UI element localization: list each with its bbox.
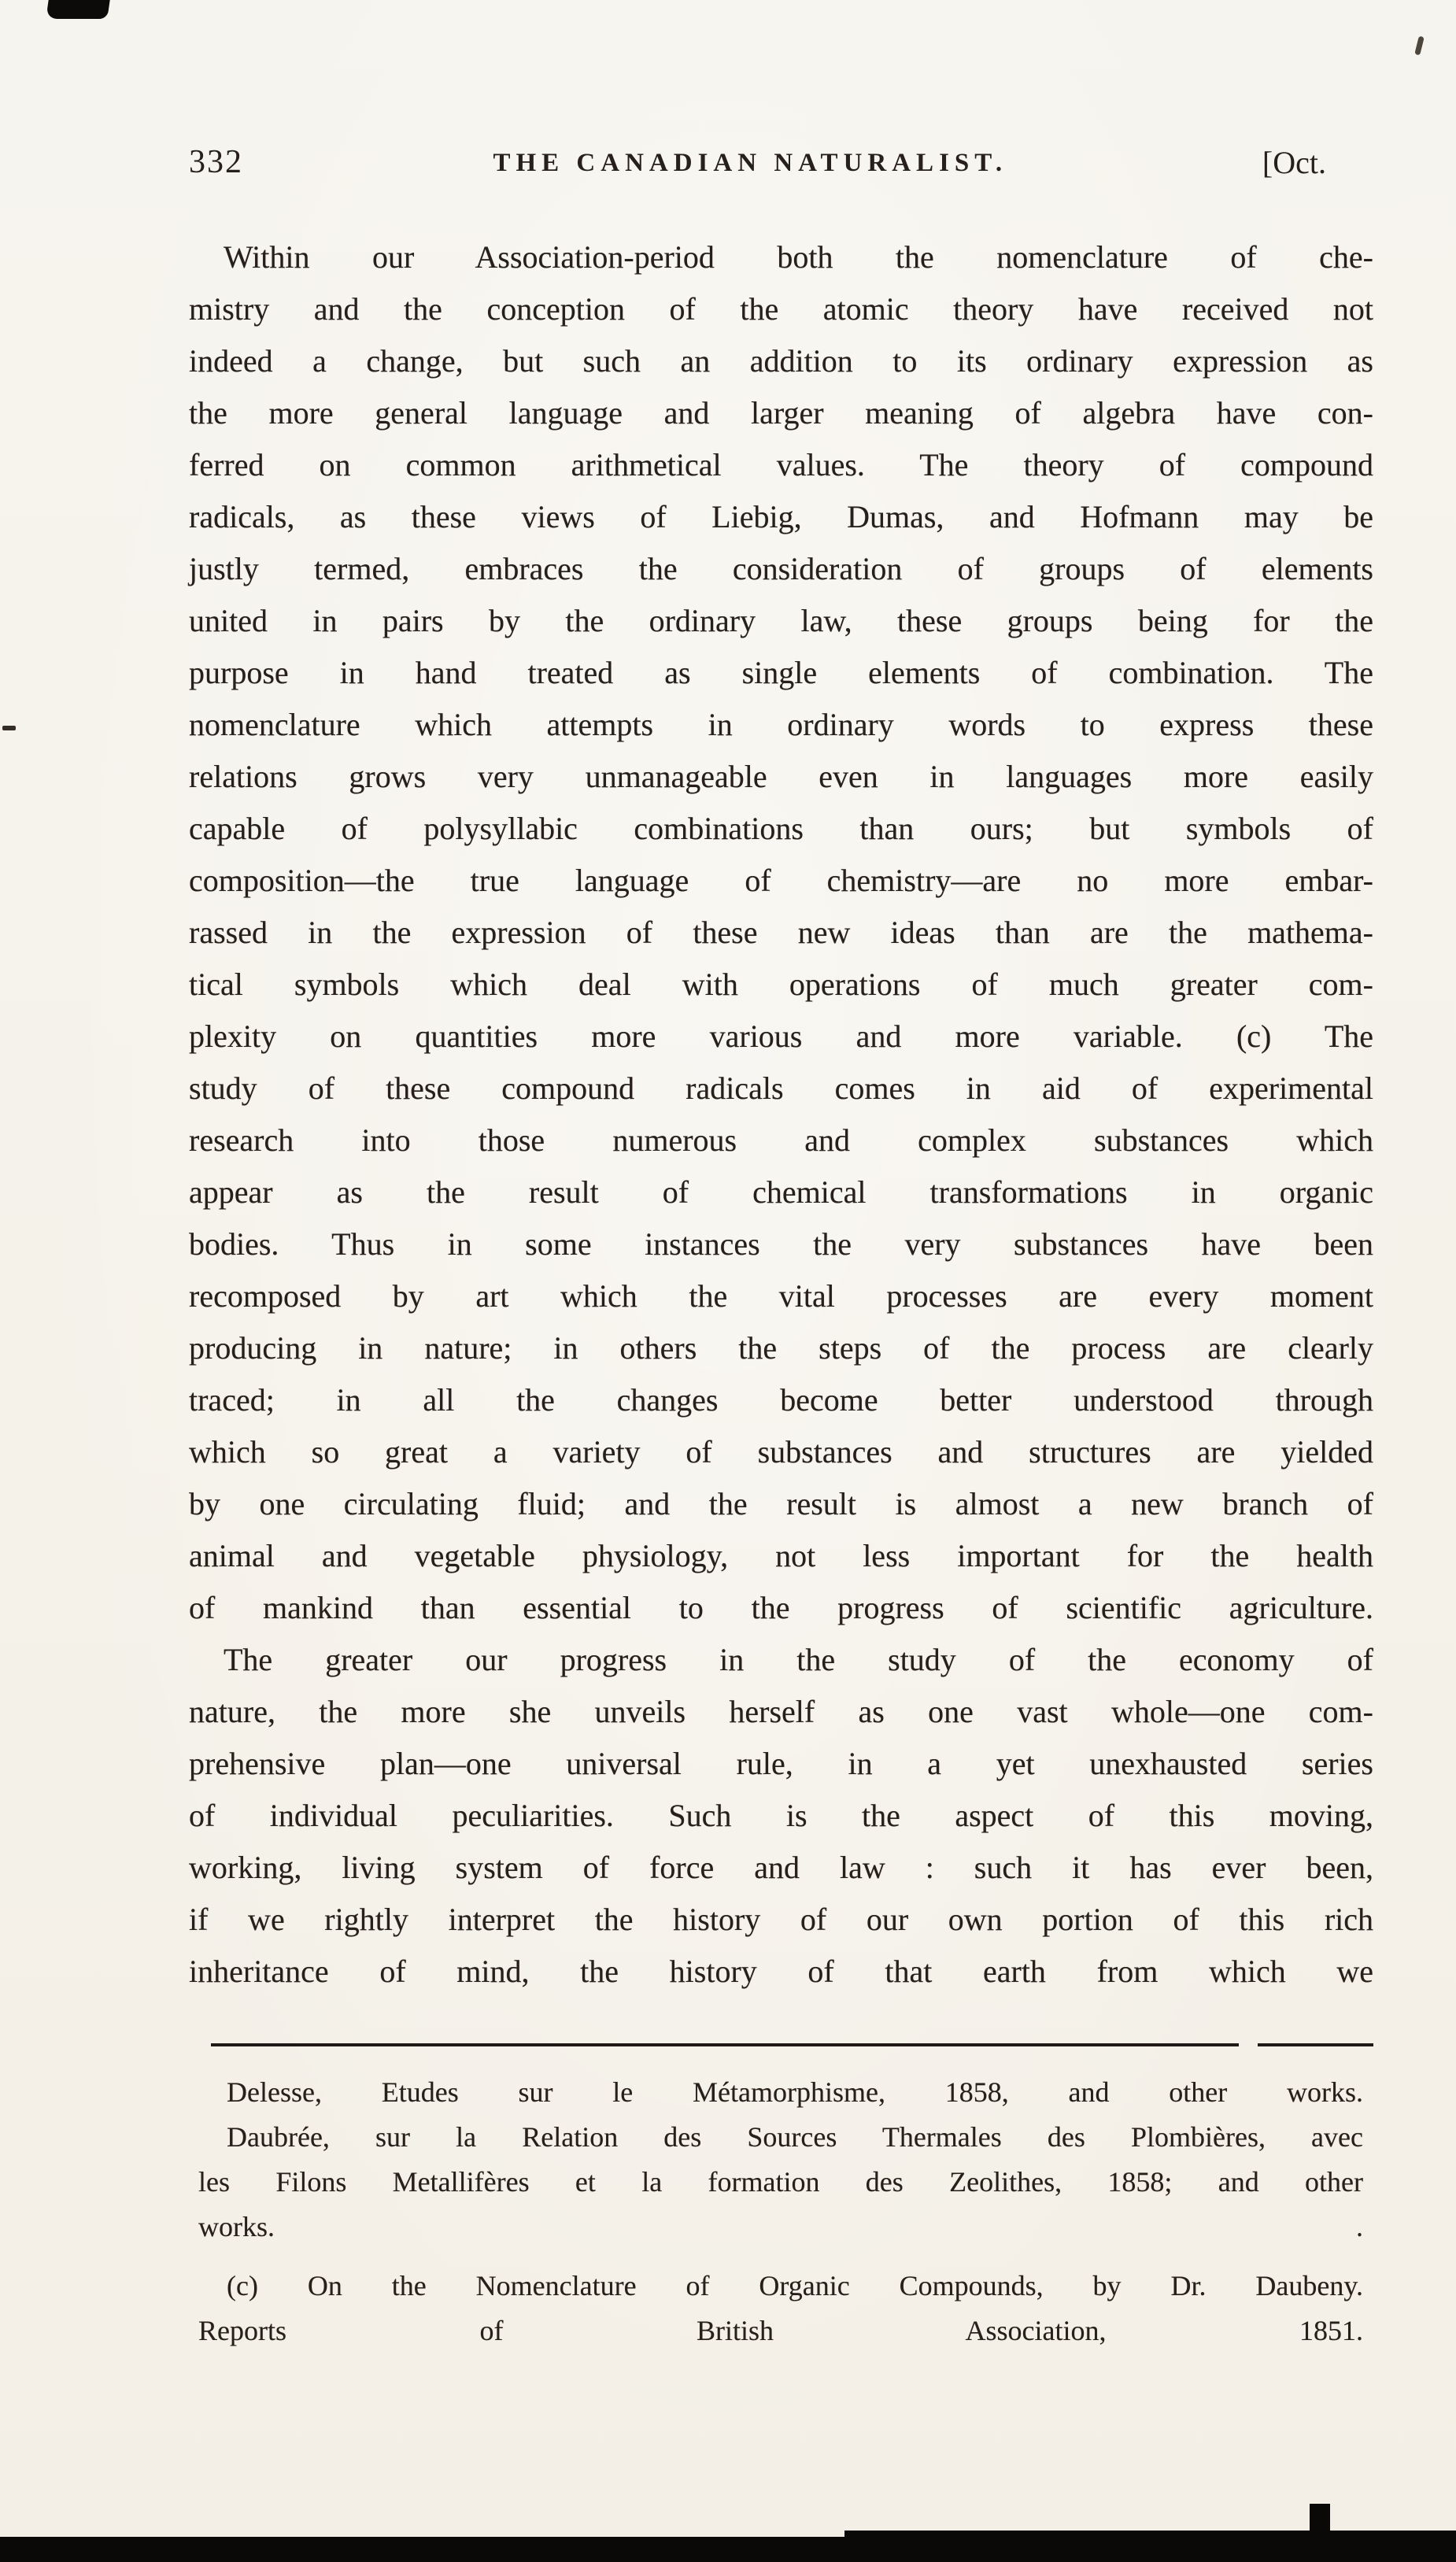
body-line: research into those numerous and complex substances which (189, 1122, 1373, 1158)
body-line: plexity on quantities more various and more variable. (c) The (189, 1019, 1373, 1054)
body-line: rassed in the expression of these new ideas than are the mathema- (189, 915, 1373, 950)
body-line: tical symbols which deal with operations of much greater com- (189, 967, 1373, 1002)
body-line: working, living system of force and law : such it has ever been, (189, 1850, 1373, 1885)
body-line: united in pairs by the ordinary law, these groups being for the (189, 603, 1373, 638)
body-line: prehensive plan—one universal rule, in a yet unexhausted series (189, 1746, 1373, 1781)
body-line: by one circulating fluid; and the result is almost a new branch of (189, 1486, 1373, 1521)
body-line: if we rightly interpret the history of our own portion of this rich (189, 1902, 1373, 1937)
scan-edge-notch (1310, 2504, 1330, 2532)
body-line: bodies. Thus in some instances the very substances have been (189, 1226, 1373, 1262)
footnote-rule-long-segment (211, 2043, 1239, 2046)
body-line: study of these compound radicals comes in aid of experimental (189, 1070, 1373, 1106)
body-line: ferred on common arithmetical values. The theory of compound (189, 447, 1373, 482)
page-header (189, 135, 1373, 181)
footnote-line: Delesse, Etudes sur le Métamorphisme, 1858, and other works. (227, 2076, 1363, 2108)
body-line: purpose in hand treated as single elements of combination. The (189, 655, 1373, 690)
footnote-c-daubeny (198, 2264, 1363, 2353)
scan-artifact-top-left (46, 0, 109, 19)
body-line: radicals, as these views of Liebig, Dumas, and Hofmann may be (189, 499, 1373, 534)
body-line: inheritance of mind, the history of that earth from which we (189, 1954, 1373, 1989)
footnotes (198, 2070, 1363, 2353)
body-line: capable of polysyllabic combinations than ours; but symbols of (189, 811, 1373, 846)
body-line: which so great a variety of substances and structures are yielded (189, 1434, 1373, 1470)
body-line: The greater our progress in the study of the economy of (224, 1642, 1373, 1677)
footnote-delesse (198, 2070, 1363, 2115)
body-line: Within our Association-period both the nomenclature of che- (224, 239, 1373, 275)
body-line: justly termed, embraces the consideration of groups of elements (189, 551, 1373, 586)
footnote-rule-short-segment (1258, 2043, 1373, 2046)
scan-artifact-top-right (1414, 36, 1425, 56)
page-number: 332 (189, 144, 243, 180)
body-line: indeed a change, but such an addition to its ordinary expression as (189, 343, 1373, 379)
footnote-line: works. . (198, 2211, 1363, 2242)
issue-month-label: [Oct. (1262, 145, 1326, 180)
footnote-daubree (198, 2115, 1363, 2250)
body-line: relations grows very unmanageable even in languages more easily (189, 759, 1373, 794)
footnote-line: (c) On the Nomenclature of Organic Compounds, by Dr. Daubeny. (227, 2270, 1363, 2301)
journal-title: THE CANADIAN NATURALIST. (493, 149, 1008, 177)
page-content (189, 135, 1373, 2353)
body-line: traced; in all the changes become better understood through (189, 1382, 1373, 1418)
body-line: mistry and the conception of the atomic theory have received not (189, 291, 1373, 327)
body-line: recomposed by art which the vital processes are every moment (189, 1278, 1373, 1314)
body-line: nature, the more she unveils herself as one vast whole—one com- (189, 1694, 1373, 1729)
body-line: appear as the result of chemical transformations in organic (189, 1174, 1373, 1210)
body-line: animal and vegetable physiology, not less important for the health (189, 1538, 1373, 1573)
footnote-line: les Filons Metallifères et la formation des Zeolithes, 1858; and other (198, 2166, 1363, 2198)
body-text (189, 231, 1373, 1998)
body-line: the more general language and larger meaning of algebra have con- (189, 395, 1373, 431)
body-line: composition—the true language of chemistry—are no more embar- (189, 863, 1373, 898)
scan-artifact-left-edge (2, 726, 16, 730)
body-line: producing in nature; in others the steps of the process are clearly (189, 1330, 1373, 1366)
footnote-rule (211, 2043, 1373, 2046)
footnote-line: Daubrée, sur la Relation des Sources Thermales des Plombières, avec (227, 2121, 1363, 2153)
body-line: of mankind than essential to the progress of scientific agriculture. (189, 1590, 1373, 1625)
scan-edge-bottom (0, 2537, 1456, 2562)
body-line: nomenclature which attempts in ordinary words to express these (189, 707, 1373, 742)
footnote-line: Reports of British Association, 1851. (198, 2315, 1363, 2346)
body-line: of individual peculiarities. Such is the aspect of this moving, (189, 1798, 1373, 1833)
